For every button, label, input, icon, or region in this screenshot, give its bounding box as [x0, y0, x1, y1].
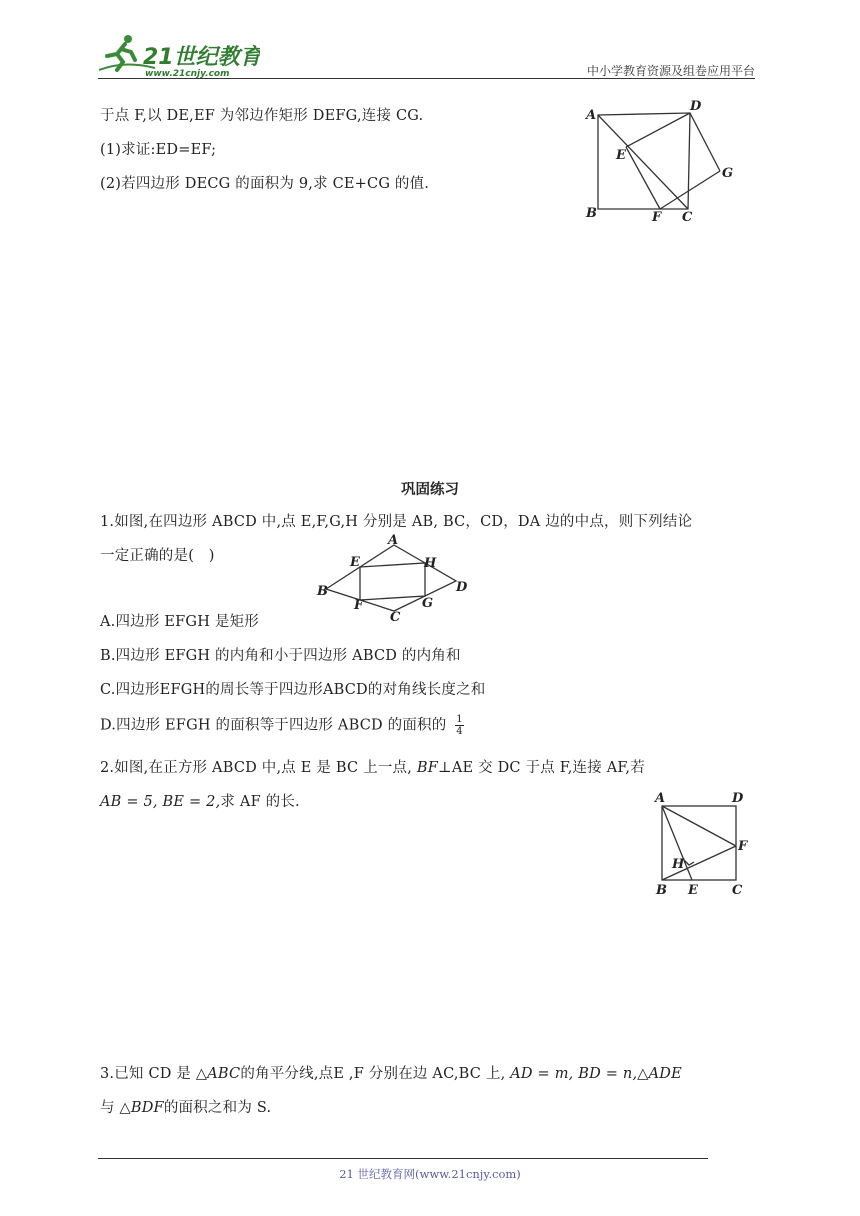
q3-line-2-text-a: 与 △	[100, 1100, 131, 1116]
q3-line-1-text-c: △	[637, 1066, 649, 1082]
label-E: E	[616, 148, 626, 163]
footer-divider	[98, 1158, 708, 1159]
prev-problem-line-1: 于点 F,以 DE,EF 为邻边作矩形 DEFG,连接 CG.	[100, 108, 424, 124]
platform-title: 中小学教育资源及组卷应用平台	[586, 64, 755, 78]
q1-option-d	[100, 714, 464, 737]
label-A: A	[655, 791, 666, 806]
label-B: B	[656, 883, 667, 898]
footer-text: 21 世纪教育网(www.21cnjy.com)	[339, 1167, 521, 1181]
q2-line-2	[100, 792, 300, 812]
q3-line-2-text-b: 的面积之和为 S.	[163, 1100, 272, 1116]
label-C: C	[390, 610, 401, 625]
label-H: H	[424, 556, 437, 571]
label-C: C	[732, 883, 743, 898]
q3-line-2	[100, 1098, 271, 1118]
label-D: D	[732, 791, 744, 806]
figure-quadrilateral	[314, 533, 474, 625]
fraction-one-quarter	[455, 714, 464, 737]
label-C: C	[682, 210, 693, 225]
site-logo	[95, 30, 260, 80]
label-D: D	[456, 580, 468, 595]
label-A: A	[586, 108, 597, 123]
logo-text: 21世纪教育	[143, 45, 260, 70]
label-F: F	[738, 839, 748, 854]
prev-problem-line-3: (2)若四边形 DECG 的面积为 9,求 CE+CG 的值.	[100, 176, 430, 192]
q3-line-1	[100, 1064, 682, 1084]
label-G: G	[722, 166, 734, 181]
q2-line-1-text-b: ⊥AE 交 DC 于点 F,连接 AF,若	[437, 760, 645, 776]
logo-url: www.21cnjy.com	[145, 69, 230, 79]
label-H: H	[672, 857, 685, 872]
q3-math-bdf: BDF	[130, 1100, 164, 1116]
q2-line-1-text-a: 2.如图,在正方形 ABCD 中,点 E 是 BC 上一点,	[100, 760, 413, 776]
q2-math-bf: BF	[416, 760, 438, 776]
figure-square-rectangle	[580, 95, 740, 230]
section-title: 巩固练习	[401, 482, 459, 498]
q2-math-given: AB = 5, BE = 2,	[100, 794, 221, 810]
q3-math-abc: ABC	[207, 1066, 241, 1082]
label-B: B	[317, 584, 328, 599]
q1-option-c: C.四边形EFGH的周长等于四边形ABCD的对角线长度之和	[100, 682, 486, 698]
q1-line-2: 一定正确的是( )	[100, 548, 215, 564]
label-D: D	[690, 99, 702, 114]
label-E: E	[688, 883, 698, 898]
label-B: B	[586, 206, 597, 221]
label-A: A	[388, 533, 399, 548]
q3-line-1-text-b: 的角平分线,点E ,F 分别在边 AC,BC 上,	[240, 1066, 506, 1082]
label-F: F	[354, 598, 364, 613]
q1-line-1: 1.如图,在四边形 ABCD 中,点 E,F,G,H 分别是 AB, BC，CD，DA 边的中点，则下列结论	[100, 514, 693, 530]
header-divider	[98, 78, 755, 79]
label-E: E	[350, 555, 360, 570]
label-F: F	[652, 210, 662, 225]
figure-square-abcd	[650, 786, 760, 900]
q2-line-1	[100, 758, 645, 778]
prev-problem-line-2: (1)求证:ED=EF;	[100, 142, 217, 158]
q3-math-ade: ADE	[648, 1066, 682, 1082]
q2-line-2-text: 求 AF 的长.	[220, 794, 300, 810]
q1-option-a: A.四边形 EFGH 是矩形	[100, 614, 259, 630]
label-G: G	[422, 596, 434, 611]
fraction-numerator: 1	[456, 714, 463, 725]
q3-line-1-text-a: 3.已知 CD 是 △	[100, 1066, 208, 1082]
q1-option-d-text: D.四边形 EFGH 的面积等于四边形 ABCD 的面积的	[100, 717, 447, 734]
q1-option-b: B.四边形 EFGH 的内角和小于四边形 ABCD 的内角和	[100, 648, 461, 664]
q3-math-ad-bd: AD = m, BD = n,	[510, 1066, 638, 1082]
fraction-denominator: 4	[456, 726, 463, 737]
